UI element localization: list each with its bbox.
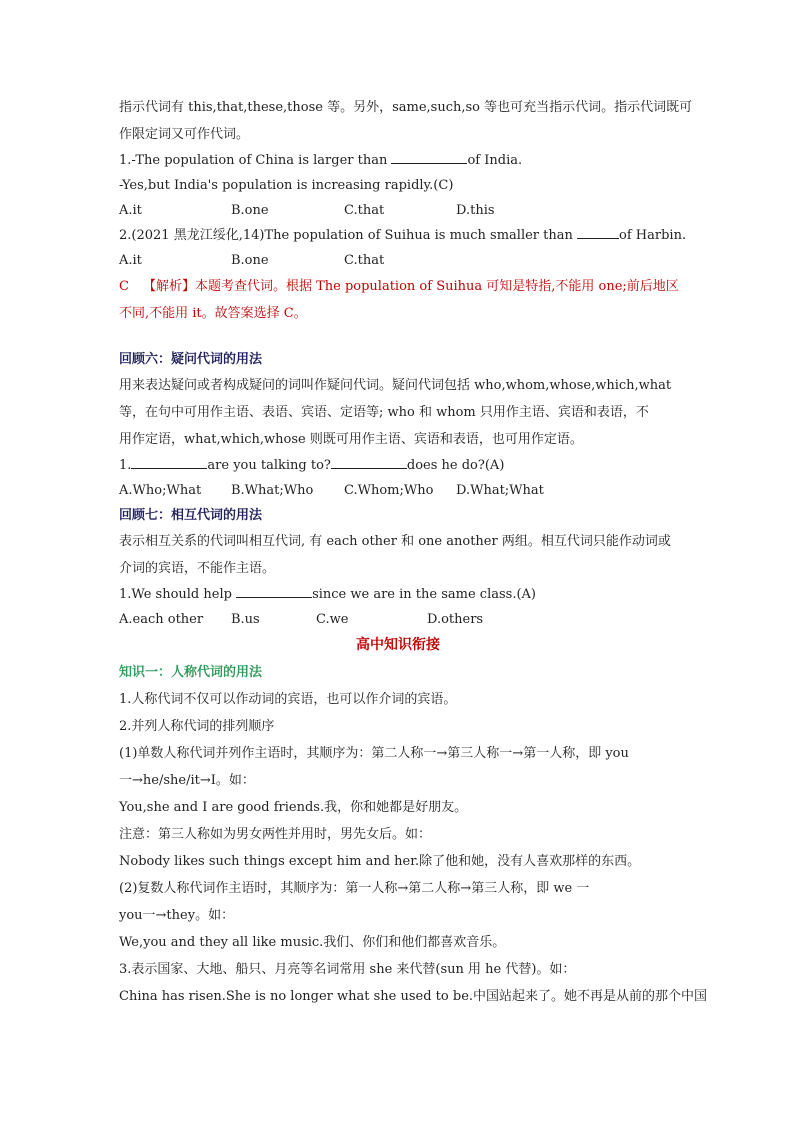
example-sentence: We,you and they all like music.我们、你们和他们都喜欢音乐。: [119, 935, 506, 950]
question-6-options: [119, 478, 677, 503]
option-d: D.What;What: [456, 483, 544, 498]
question-2-options: [119, 248, 677, 273]
question-7-options: [119, 607, 677, 632]
knowledge-heading: 知识一：人称代词的用法: [119, 665, 263, 680]
option-c: C.Whom;Who: [344, 483, 434, 498]
option-a: A.Who;What: [119, 483, 202, 498]
question-2: 2.(2021 黑龙江绥化,14)The population of Suihua is much smaller than of Harbin.: [119, 223, 677, 248]
option-b: B.one: [231, 253, 269, 268]
example-sentence: China has risen.She is no longer what she used to be.中国站起来了。她不再是从前的那个中国: [119, 989, 708, 1004]
option-a: A.it: [119, 203, 142, 218]
option-c: C.that: [344, 203, 385, 218]
paragraph-line: 注意：第三人称如为男女两性并用时，男先女后。如：: [119, 827, 432, 842]
paragraph-line: 介词的宾语，不能作主语。: [119, 561, 276, 576]
option-d: D.others: [427, 612, 484, 627]
option-c: C.we: [316, 612, 349, 627]
paragraph-line: (2)复数人称代词作主语时，其顺序为：第一人称→第二人称→第三人称，即 we 一: [119, 881, 590, 896]
answer-blank: [331, 454, 407, 469]
answer-analysis: C 【解析】本题考查代词。根据 The population of Suihua 可知是特指,不能用 one;前后地区: [119, 279, 679, 294]
section-heading: 回顾七：相互代词的用法: [119, 508, 263, 523]
paragraph-line: 指示代词有 this,that,these,those 等。另外，same,such,so 等也可充当指示代词。指示代词既可: [119, 100, 693, 115]
example-sentence: You,she and I are good friends.我，你和她都是好朋友。: [119, 800, 468, 815]
question-1-options: [119, 198, 677, 223]
question-1-reply: -Yes,but India's population is increasing rapidly.(C): [119, 178, 454, 193]
option-b: B.one: [231, 203, 269, 218]
paragraph-line: 2.并列人称代词的排列顺序: [119, 719, 275, 734]
answer-blank: [236, 583, 312, 598]
question-7: 1.We should help since we are in the same class.(A): [119, 582, 677, 607]
option-d: D.this: [456, 203, 495, 218]
option-b: B.What;Who: [231, 483, 314, 498]
paragraph-line: 一→he/she/it→I。如：: [119, 773, 255, 788]
example-sentence: Nobody likes such things except him and her.除了他和她，没有人喜欢那样的东西。: [119, 854, 641, 869]
question-1: 1.-The population of China is larger than of India.: [119, 148, 677, 173]
answer-blank: [391, 149, 467, 164]
answer-blank: [577, 224, 619, 239]
option-a: A.it: [119, 253, 142, 268]
option-b: B.us: [231, 612, 260, 627]
question-6: 1. are you talking to? does he do?(A): [119, 453, 677, 478]
section-title: 高中知识衔接: [356, 637, 440, 653]
option-a: A.each other: [119, 612, 204, 627]
answer-blank: [131, 454, 207, 469]
answer-analysis-line: 不同,不能用 it。故答案选择 C。: [119, 306, 307, 321]
paragraph-line: 1.人称代词不仅可以作动词的宾语，也可以作介词的宾语。: [119, 692, 457, 707]
paragraph-line: 表示相互关系的代词叫相互代词, 有 each other 和 one another 两组。相互代词只能作动词或: [119, 534, 671, 549]
document-page: [119, 94, 708, 1010]
paragraph-line: 用来表达疑问或者构成疑问的词叫作疑问代词。疑问代词包括 who,whom,whose,which,what: [119, 378, 672, 393]
option-c: C.that: [344, 253, 385, 268]
paragraph-line: you一→they。如：: [119, 908, 235, 923]
paragraph-line: 用作定语，what,which,whose 则既可用作主语、宾语和表语，也可用作定语。: [119, 432, 583, 447]
paragraph-line: 3.表示国家、大地、船只、月亮等名词常用 she 来代替(sun 用 he 代替)。如：: [119, 962, 576, 977]
paragraph-line: (1)单数人称代词并列作主语时，其顺序为：第二人称一→第三人称一→第一人称，即 you: [119, 746, 629, 761]
paragraph-line: 等，在句中可用作主语、表语、宾语、定语等; who 和 whom 只用作主语、宾语和表语，不: [119, 405, 649, 420]
paragraph-line: 作限定词又可作代词。: [119, 127, 250, 142]
section-heading: 回顾六：疑问代词的用法: [119, 352, 263, 367]
